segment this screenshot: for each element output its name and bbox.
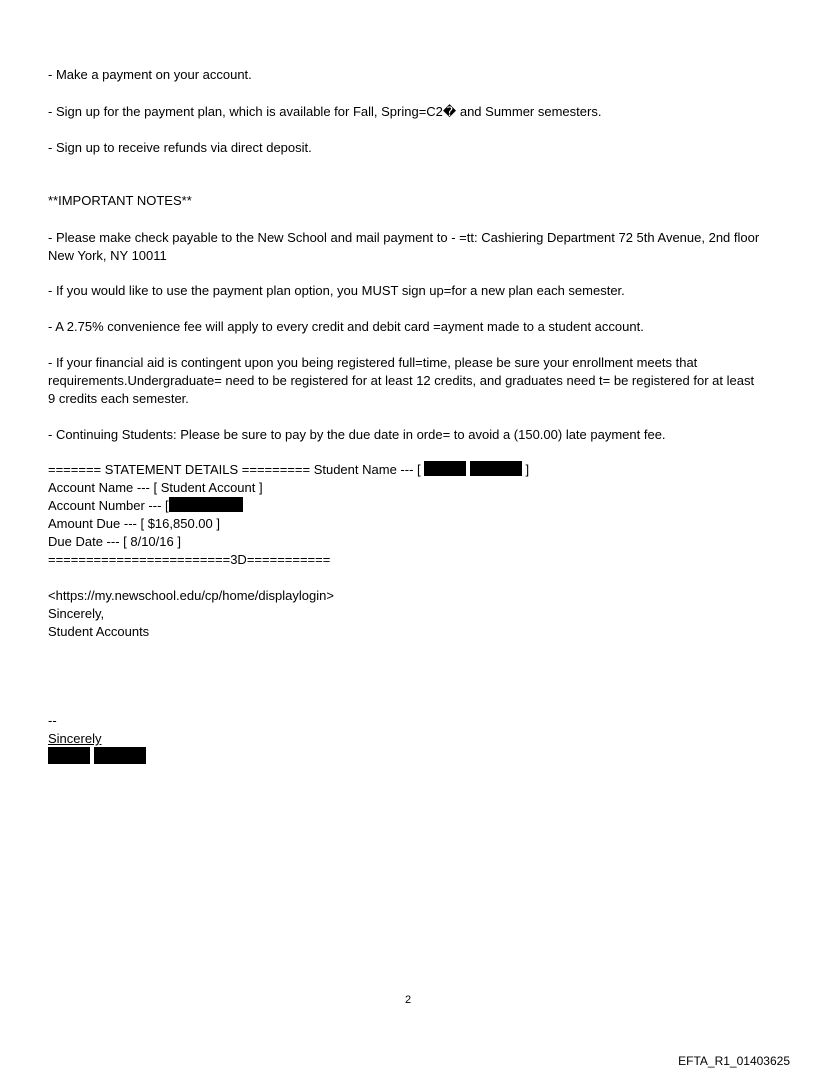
redacted-signature-last (94, 747, 146, 764)
page-number: 2 (404, 994, 412, 1006)
due-date: Due Date --- [ 8/10/16 ] (48, 534, 181, 549)
account-number-label: Account Number --- [ (48, 498, 169, 513)
note-payment-plan: - If you would like to use the payment plan option, you MUST sign up=for a new plan each semester. (48, 283, 625, 298)
statement-footer-rule: ========================3D=========== (48, 552, 331, 567)
statement-header (48, 461, 529, 479)
option-payment-plan: - Sign up for the payment plan, which is available for Fall, Spring=C2� and Summer semesters. (48, 104, 602, 119)
redacted-last-name (470, 461, 522, 476)
amount-due: Amount Due --- [ $16,850.00 ] (48, 516, 220, 531)
note-check-payable: - Please make check payable to the New School and mail payment to - =tt: Cashiering Department 72 5th Avenue, 2nd floor New York, NY 10011 (48, 230, 760, 263)
login-link[interactable]: <https://my.newschool.edu/cp/home/displaylogin> (48, 588, 334, 603)
redacted-account-number (169, 497, 243, 512)
redacted-first-name (424, 461, 466, 476)
closing-text: Sincerely, (48, 606, 105, 621)
note-financial-aid: - If your financial aid is contingent upon you being registered full=time, please be sure your enrollment meets that requirements.Undergraduate= need to be registered for at least 12 credits, and graduates need t= be registered for at least 9 credits each semester. (48, 355, 755, 406)
signature-separator: -- (48, 713, 57, 728)
document-id: EFTA_R1_01403625 (678, 1054, 790, 1068)
account-name: Account Name --- [ Student Account ] (48, 480, 263, 495)
option-direct-deposit: - Sign up to receive refunds via direct deposit. (48, 140, 312, 155)
account-number (48, 497, 243, 515)
statement-header-close: ] (525, 462, 530, 477)
note-late-fee: - Continuing Students: Please be sure to pay by the due date in orde= to avoid a (150.00) late payment fee. (48, 427, 666, 442)
signer-name: Student Accounts (48, 624, 150, 639)
statement-header-text: ======= STATEMENT DETAILS ========= Student Name --- [ (48, 462, 421, 477)
redacted-signature-first (48, 747, 90, 764)
note-convenience-fee: - A 2.75% convenience fee will apply to every credit and debit card =ayment made to a student account. (48, 319, 644, 334)
option-make-payment: - Make a payment on your account. (48, 67, 252, 82)
signature-redaction (48, 747, 146, 767)
signature-closing: Sincerely (48, 731, 102, 746)
important-notes-heading: **IMPORTANT NOTES** (48, 193, 192, 208)
